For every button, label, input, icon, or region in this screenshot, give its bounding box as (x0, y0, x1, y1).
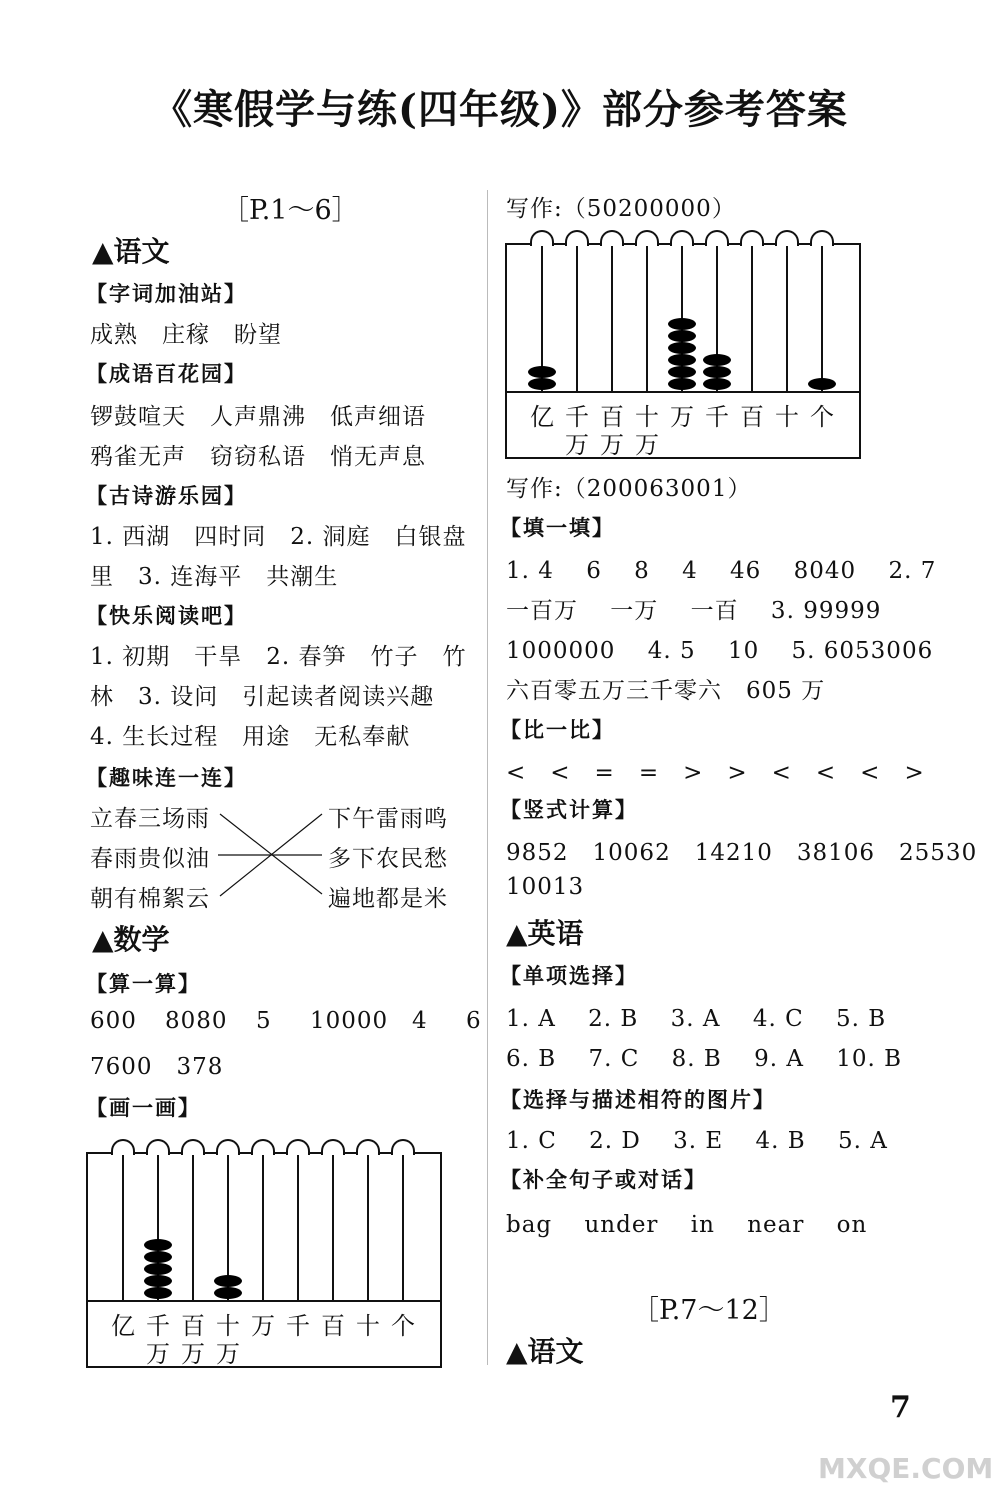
abacus-place-label-sub: 万 (600, 431, 624, 459)
abacus-rod (192, 1154, 194, 1300)
abacus-rod-top (111, 1139, 135, 1155)
abacus-place-label: 千 (705, 403, 729, 431)
bi-line1: < < = = > > < < < > (506, 760, 925, 786)
abacus-place-label-sub: 万 (635, 431, 659, 459)
page-title: 《寒假学与练(四年级)》部分参考答案 (152, 86, 848, 133)
abacus-place-label: 十 (635, 403, 659, 431)
abacus-beam (88, 1300, 440, 1302)
abacus-rod (821, 245, 823, 391)
abacus-rod (297, 1154, 299, 1300)
xuan-heading: 【选择与描述相符的图片】 (500, 1088, 776, 1112)
shu-line1: 9852 10062 14210 38106 25530 (506, 840, 978, 866)
suan-heading: 【算一算】 (86, 972, 201, 996)
tian-line3: 1000000 4. 5 10 5. 6053006 (506, 638, 934, 664)
abacus-place-label-sub: 万 (146, 1340, 170, 1368)
lianlian-right-3: 遍地都是米 (328, 886, 448, 912)
abacus-rod (576, 245, 578, 391)
abacus-place-label: 万 (670, 403, 694, 431)
abacus-bead (668, 366, 696, 378)
lianlian-heading: 【趣味连一连】 (86, 766, 247, 790)
tian-heading: 【填一填】 (500, 516, 615, 540)
write-answer-2: 写作:（200063001） (506, 476, 752, 502)
abacus-place-label: 个 (391, 1312, 415, 1340)
shu-heading: 【竖式计算】 (500, 798, 638, 822)
abacus-rod (262, 1154, 264, 1300)
abacus-rod (332, 1154, 334, 1300)
abacus-place-label: 十 (356, 1312, 380, 1340)
chengyu-line1: 锣鼓喧天 人声鼎沸 低声细语 (90, 404, 426, 430)
tian-line1: 1. 4 6 8 4 46 8040 2. 7 (506, 558, 937, 584)
abacus-rod-top (251, 1139, 275, 1155)
suan-line2: 7600 378 (90, 1054, 224, 1080)
abacus-bead (144, 1275, 172, 1287)
abacus-place-label: 百 (181, 1312, 205, 1340)
abacus-place-label: 亿 (111, 1312, 135, 1340)
suan-val-6: 6 (466, 1008, 482, 1034)
abacus-bead (668, 354, 696, 366)
abacus-place-label: 百 (740, 403, 764, 431)
abacus-bead (703, 354, 731, 366)
abacus-bead (144, 1287, 172, 1299)
abacus-place-label: 十 (775, 403, 799, 431)
abacus-bead (144, 1251, 172, 1263)
subject-chinese-heading: ▲语文 (92, 235, 170, 268)
gushi-line1: 1. 西湖 四时同 2. 洞庭 白银盘 (90, 524, 467, 550)
abacus-rod (786, 245, 788, 391)
abacus-rod (367, 1154, 369, 1300)
abacus-bead (668, 330, 696, 342)
abacus-rod-top (356, 1139, 380, 1155)
subject-math-heading: ▲数学 (92, 923, 170, 956)
zici-heading: 【字词加油站】 (86, 282, 247, 306)
hua-heading: 【画一画】 (86, 1096, 201, 1120)
page-number: 7 (890, 1390, 911, 1425)
dan-line1: 1. A 2. B 3. A 4. C 5. B (506, 1006, 887, 1032)
chengyu-line2: 鸦雀无声 窃窃私语 悄无声息 (90, 444, 426, 470)
abacus-bead (528, 378, 556, 390)
abacus-beam (507, 391, 859, 393)
abacus-rod-top (391, 1139, 415, 1155)
yuedu-heading: 【快乐阅读吧】 (86, 604, 247, 628)
abacus-bead (668, 318, 696, 330)
abacus-bead (528, 366, 556, 378)
section-range-p1-6: ［P.1～6］ (222, 195, 359, 226)
abacus-place-label-sub: 万 (216, 1340, 240, 1368)
abacus-place-label: 万 (251, 1312, 275, 1340)
xuan-line1: 1. C 2. D 3. E 4. B 5. A (506, 1128, 888, 1154)
lianlian-left-3: 朝有棉絮云 (90, 886, 210, 912)
abacus-diagram-1 (86, 1152, 442, 1368)
gushi-heading: 【古诗游乐园】 (86, 484, 247, 508)
bi-heading: 【比一比】 (500, 718, 615, 742)
abacus-rod (122, 1154, 124, 1300)
shu-line2: 10013 (506, 874, 585, 900)
abacus-rod (611, 245, 613, 391)
tian-line4: 六百零五万三千零六 605 万 (506, 678, 826, 704)
abacus-bead (144, 1239, 172, 1251)
lianlian-right-2: 多下农民愁 (328, 846, 448, 872)
abacus-place-label: 千 (146, 1312, 170, 1340)
lianlian-left-2: 春雨贵似油 (90, 846, 210, 872)
suan-val-5: 4 (412, 1008, 428, 1034)
write-answer-1: 写作:（50200000） (506, 196, 736, 222)
zici-answers: 成熟 庄稼 盼望 (90, 322, 282, 348)
abacus-rod-top (216, 1139, 240, 1155)
tian-line2: 一百万 一万 一百 3. 99999 (506, 598, 882, 624)
bu-line1: bag under in near on (506, 1212, 868, 1238)
lianlian-right-1: 下午雷雨鸣 (328, 806, 448, 832)
chengyu-heading: 【成语百花园】 (86, 362, 247, 386)
abacus-place-label-sub: 万 (565, 431, 589, 459)
abacus-place-label: 十 (216, 1312, 240, 1340)
abacus-rod-top (321, 1139, 345, 1155)
abacus-rod (751, 245, 753, 391)
abacus-place-label: 亿 (530, 403, 554, 431)
yuedu-line2: 林 3. 设问 引起读者阅读兴趣 (90, 684, 435, 710)
dan-line2: 6. B 7. C 8. B 9. A 10. B (506, 1046, 903, 1072)
abacus-bead (214, 1275, 242, 1287)
subject-chinese2-heading: ▲语文 (506, 1335, 584, 1368)
abacus-rod-top (181, 1139, 205, 1155)
abacus-bead (703, 366, 731, 378)
watermark: MXQE.COM (818, 1452, 994, 1485)
dan-heading: 【单项选择】 (500, 964, 638, 988)
suan-val-2: 8080 (165, 1008, 228, 1034)
abacus-place-label: 百 (600, 403, 624, 431)
abacus-place-label: 个 (810, 403, 834, 431)
abacus-rod-top (146, 1139, 170, 1155)
suan-val-4: 10000 (310, 1008, 389, 1034)
abacus-bead (808, 378, 836, 390)
suan-val-1: 600 (90, 1008, 137, 1034)
abacus-bead (668, 378, 696, 390)
suan-val-3: 5 (256, 1008, 272, 1034)
abacus-place-label: 千 (286, 1312, 310, 1340)
gushi-line2: 里 3. 连海平 共潮生 (90, 564, 339, 590)
abacus-bead (144, 1263, 172, 1275)
abacus-place-label: 百 (321, 1312, 345, 1340)
abacus-rod (402, 1154, 404, 1300)
abacus-diagram-2 (505, 243, 861, 459)
subject-english-heading: ▲英语 (506, 917, 584, 950)
abacus-rod-top (286, 1139, 310, 1155)
section-range-p7-12: ［P.7～12］ (632, 1295, 786, 1326)
lianlian-left-1: 立春三场雨 (90, 806, 210, 832)
abacus-bead (214, 1287, 242, 1299)
abacus-rod (646, 245, 648, 391)
abacus-place-label-sub: 万 (181, 1340, 205, 1368)
yuedu-line3: 4. 生长过程 用途 无私奉献 (90, 724, 411, 750)
abacus-bead (703, 378, 731, 390)
yuedu-line1: 1. 初期 干旱 2. 春笋 竹子 竹 (90, 644, 467, 670)
bu-heading: 【补全句子或对话】 (500, 1168, 707, 1192)
abacus-place-label: 千 (565, 403, 589, 431)
abacus-bead (668, 342, 696, 354)
